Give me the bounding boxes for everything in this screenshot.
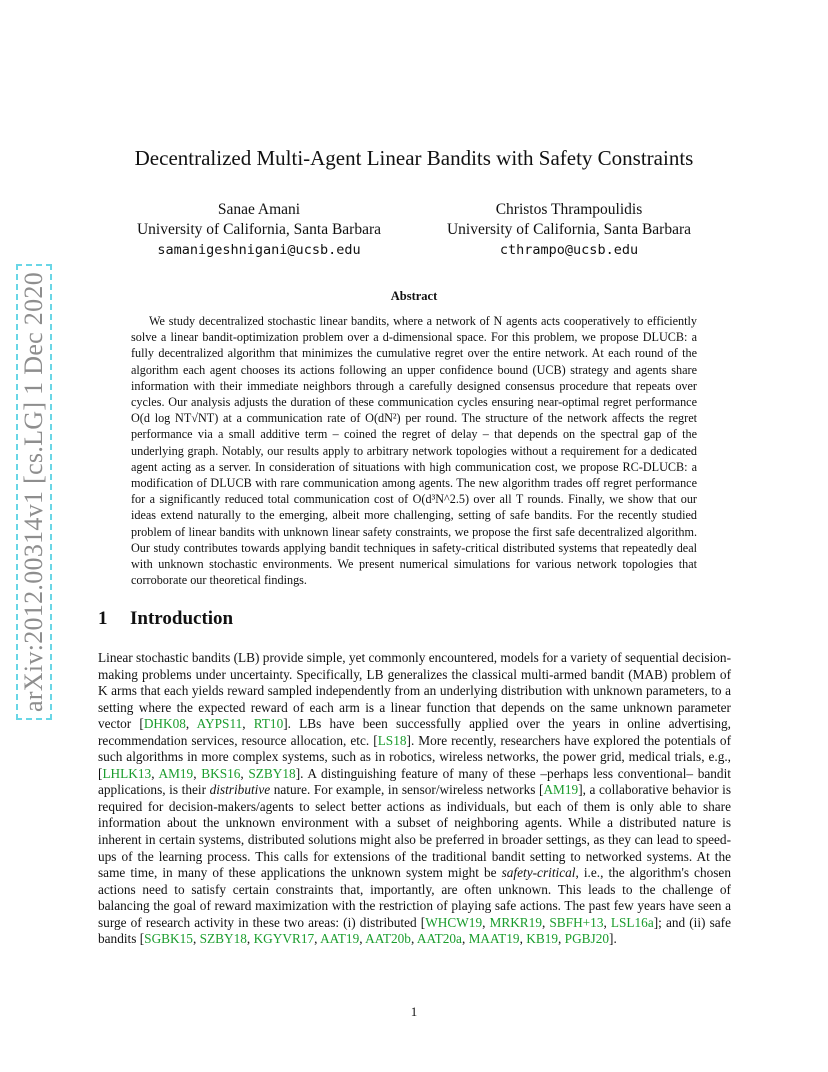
paragraph-text: , xyxy=(240,765,249,781)
paragraph-text: ]. xyxy=(609,931,617,947)
paragraph-text: nature. For example, in sensor/wireless networks [ xyxy=(270,782,544,798)
section-heading xyxy=(98,608,233,630)
author-name: Sanae Amani xyxy=(217,201,301,218)
introduction-paragraph xyxy=(98,650,731,948)
citation-link[interactable]: KGYVR17 xyxy=(253,931,315,947)
paragraph-text: , xyxy=(193,765,202,781)
citation-link[interactable]: AYPS11 xyxy=(196,716,243,732)
paragraph-text: , i.e., the algorithm's chosen actions need to satisfy certain constraints that, importantly, are often unknown. This leads to the challenge of balancing the goal of reward maximization with the restriction of playing safe actions. The past few years have seen a surge of research activity in these two areas: (i) distributed [ xyxy=(98,865,731,930)
paragraph-text: , xyxy=(185,716,197,732)
paragraph-text: ]. A distinguishing feature of many of these –perhaps less conventional– bandit applications, is their xyxy=(98,765,731,798)
paragraph-text: ]; and (ii) safe bandits [ xyxy=(98,914,731,947)
abstract-heading: Abstract xyxy=(390,289,438,303)
paragraph-text: , xyxy=(192,931,200,947)
citation-link[interactable]: AM19 xyxy=(543,782,579,798)
citation-link[interactable]: PGBJ20 xyxy=(564,931,610,947)
paragraph-text: Linear stochastic bandits (LB) provide simple, yet commonly encountered, models for a variety of sequential decision-making problems under uncertainty. Specifically, LB generalizes the classical multi-armed bandit (MAB) problem of K arms that each yields reward sampled independently from an underlying distribution with unknown parameters, to a setting where the expected reward of each arm is a linear function that depends on the same unknown parameter vector [ xyxy=(98,650,731,732)
paragraph-text: , xyxy=(541,914,550,930)
paragraph-text: , xyxy=(410,931,417,947)
author-email[interactable]: cthrampo@ucsb.edu xyxy=(499,242,639,258)
paragraph-text: , xyxy=(314,931,321,947)
citation-link[interactable]: SZBY18 xyxy=(248,765,296,781)
citation-link[interactable]: MRKR19 xyxy=(489,914,542,930)
author-1 xyxy=(114,200,404,260)
citation-link[interactable]: AAT20a xyxy=(416,931,462,947)
page-number: 1 xyxy=(410,1004,418,1019)
citation-link[interactable]: LS18 xyxy=(377,732,407,748)
emphasized-term: safety-critical xyxy=(501,865,576,881)
paragraph-text: , xyxy=(246,931,254,947)
author-name: Christos Thrampoulidis xyxy=(495,201,643,218)
citation-link[interactable]: LHLK13 xyxy=(102,765,152,781)
paragraph-text: , xyxy=(151,765,159,781)
citation-link[interactable]: RT10 xyxy=(253,716,284,732)
citation-link[interactable]: MAAT19 xyxy=(468,931,520,947)
paragraph-text: , xyxy=(359,931,366,947)
author-affiliation: University of California, Santa Barbara xyxy=(446,221,692,238)
abstract-text: We study decentralized stochastic linear bandits, where a network of N agents acts cooperatively to efficiently solve a linear bandit-optimization problem over a d-dimensional space. For this problem, we propose DLUCB: a fully decentralized algorithm that minimizes the cumulative regret over the entire network. At each round of the algorithm each agent chooses its actions following an upper confidence bound (UCB) strategy and agents share information with their immediate neighbors through a carefully designed consensus procedure that repeats over cycles. Our analysis adjusts the duration of these communication cycles ensuring near-optimal regret performance O(d log NT√NT) at a communication rate of O(dN²) per round. The structure of the network affects the regret performance via a small additive term – coined the regret of delay – that depends on the spectral gap of the underlying graph. Notably, our results apply to arbitrary network topologies without a requirement for a dedicated agent acting as a server. In consideration of situations with high communication cost, we propose RC-DLUCB: a modification of DLUCB with rare communication among agents. The new algorithm trades off regret performance for a significantly reduced total communication cost of O(d³N^2.5) over all T rounds. Finally, we show that our ideas extend naturally to the emerging, albeit more challenging, setting of safe bandits. For the recently studied problem of linear bandits with unknown linear safety constraints, we propose the first safe decentralized algorithm. Our study contributes towards applying bandit techniques in safety-critical distributed systems that repeatedly deal with unknown stochastic environments. We present numerical simulations for various network topologies that corroborate our theoretical findings. xyxy=(131,314,697,588)
arxiv-identifier-text: arXiv:2012.00314v1 [cs.LG] 1 Dec 2020 xyxy=(16,264,52,720)
citation-link[interactable]: DHK08 xyxy=(143,716,186,732)
emphasized-term: distributive xyxy=(209,782,271,798)
citation-link[interactable]: LSL16a xyxy=(610,914,654,930)
citation-link[interactable]: BKS16 xyxy=(201,765,241,781)
paragraph-text: , xyxy=(242,716,254,732)
paragraph-text: , xyxy=(461,931,469,947)
paragraph-text: , xyxy=(519,931,527,947)
author-affiliation: University of California, Santa Barbara xyxy=(136,221,382,238)
citation-link[interactable]: SBFH+13 xyxy=(549,914,604,930)
paper-title: Decentralized Multi-Agent Linear Bandits with Safety Constraints xyxy=(134,146,694,170)
author-email[interactable]: samanigeshnigani@ucsb.edu xyxy=(157,242,361,258)
citation-link[interactable]: WHCW19 xyxy=(425,914,483,930)
section-number: 1 xyxy=(98,608,108,629)
author-2 xyxy=(424,200,714,260)
paragraph-text: , xyxy=(482,914,490,930)
paragraph-text: , xyxy=(558,931,565,947)
citation-link[interactable]: SGBK15 xyxy=(144,931,193,947)
citation-link[interactable]: AM19 xyxy=(158,765,194,781)
citation-link[interactable]: KB19 xyxy=(526,931,559,947)
paragraph-text: , xyxy=(603,914,611,930)
paragraph-text: ]. More recently, researchers have explored the potentials of such algorithms in more complex systems, such as in robotics, wireless networks, the power grid, medical trials, e.g., [ xyxy=(98,732,731,781)
paragraph-text: ], a collaborative behavior is required for decision-makers/agents to select better actions as individuals, but each of them is only able to share information about the unknown environment with a subset of neighboring agents. While a distributed nature is inherent in certain systems, distributed solutions might also be preferred in broader settings, as they can lead to speed-ups of the learning process. This calls for extensions of the traditional bandit setting to networked systems. At the same time, in many of these applications the unknown system might be xyxy=(98,782,731,881)
paragraph-text: ]. LBs have been successfully applied over the years in online advertising, recommendation services, resource allocation, etc. [ xyxy=(98,716,732,748)
citation-link[interactable]: AAT19 xyxy=(320,931,360,947)
section-title: Introduction xyxy=(130,608,234,629)
citation-link[interactable]: AAT20b xyxy=(365,931,411,947)
arxiv-identifier-stamp xyxy=(14,262,54,722)
citation-link[interactable]: SZBY18 xyxy=(199,931,247,947)
